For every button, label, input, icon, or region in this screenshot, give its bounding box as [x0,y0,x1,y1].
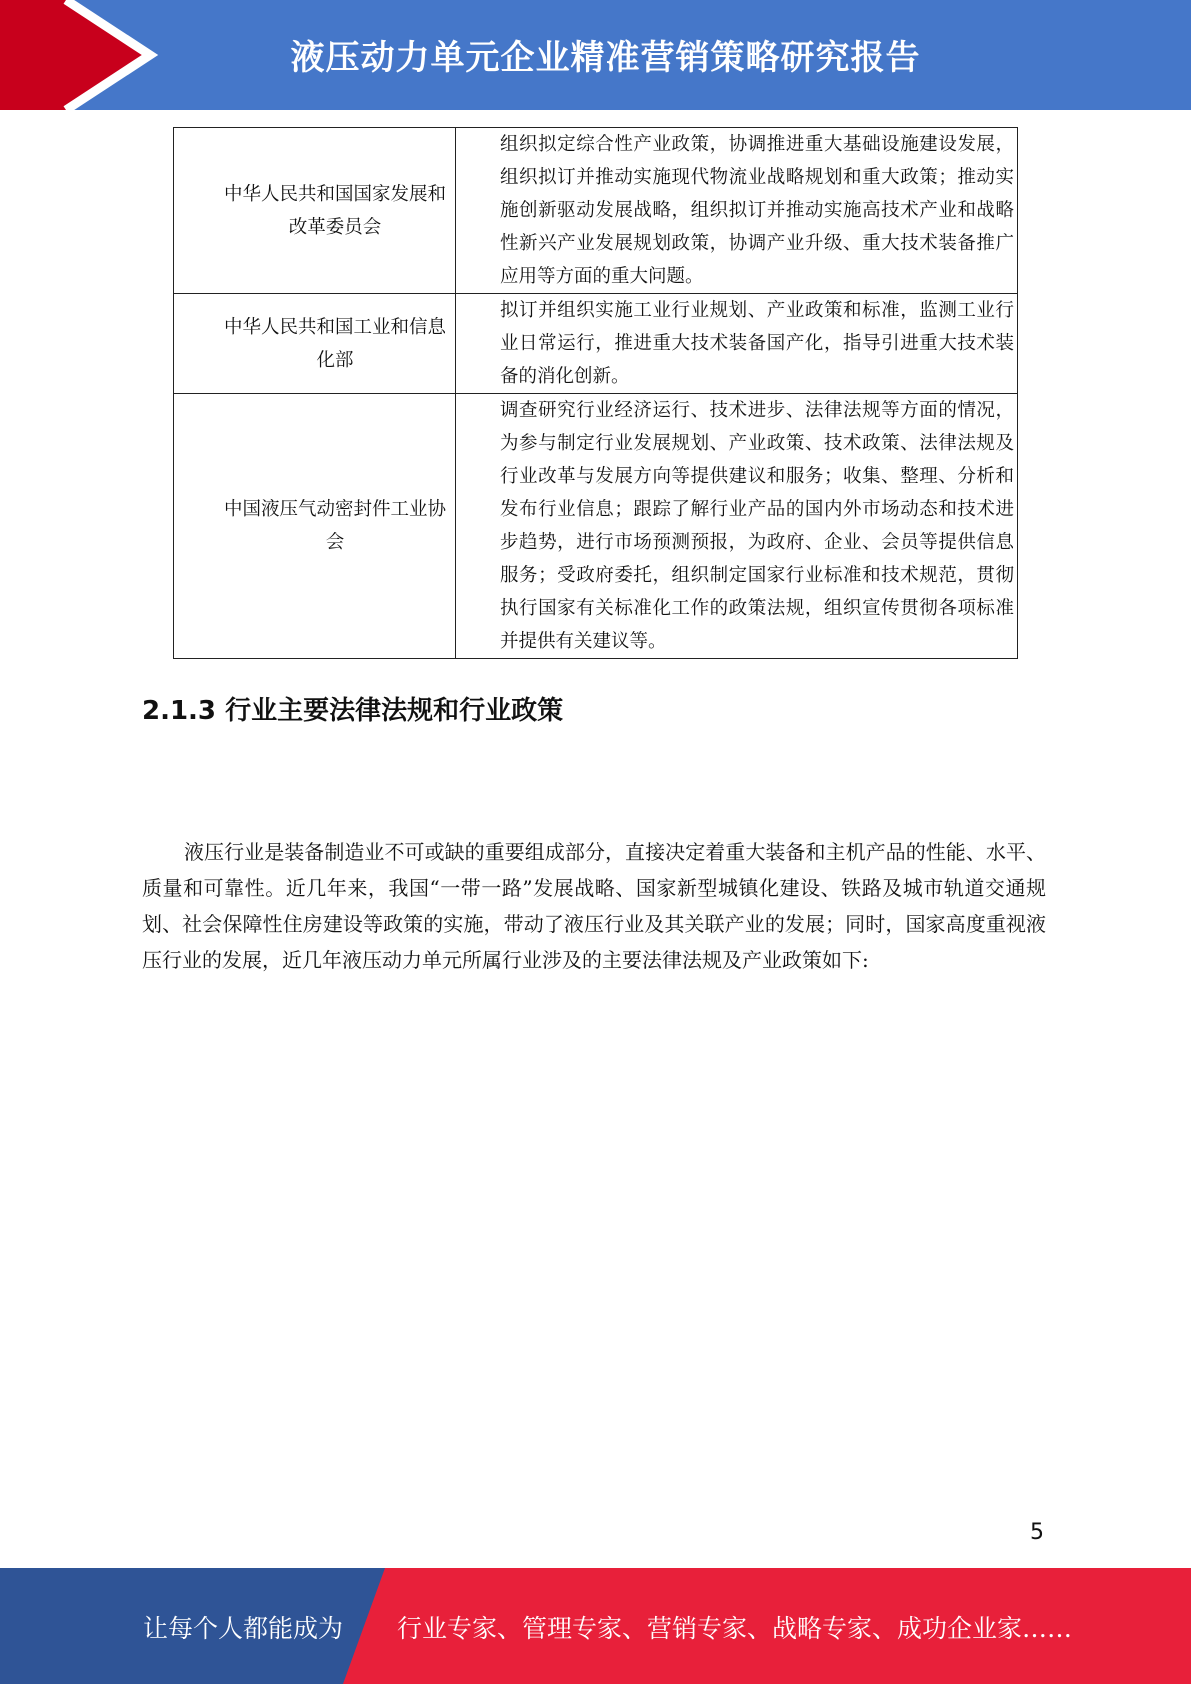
org-name-cell: 中国液压气动密封件工业协会 [174,394,456,659]
org-duty-cell: 调查研究行业经济运行、技术进步、法律法规等方面的情况，为参与制定行业发展规划、产业政策、技术政策、法律法规及行业改革与发展方向等提供建议和服务；收集、整理、分析和发布行业信息；跟踪了解行业产品的国内外市场动态和技术进步趋势，进行市场预测预报，为政府、企业、会员等提供信息服务；受政府委托，组织制定国家行业标准和技术规范，贯彻执行国家有关标准化工作的政策法规，组织宣传贯彻各项标准并提供有关建议等。 [456,394,1018,659]
table-row [174,294,1018,394]
table-row [174,128,1018,294]
section-heading: 2.1.3 行业主要法律法规和行业政策 [142,696,564,726]
org-name-cell: 中华人民共和国国家发展和改革委员会 [174,128,456,294]
page-header [0,0,1191,110]
footer-slogan-left: 让每个人都能成为 [143,1614,344,1643]
page-footer [0,1568,1191,1684]
org-name-cell: 中华人民共和国工业和信息化部 [174,294,456,394]
table-row [174,394,1018,659]
organization-table [173,127,1018,659]
footer-slogan-right: 行业专家、管理专家、营销专家、战略专家、成功企业家…… [397,1614,1073,1643]
page-number: 5 [1030,1520,1044,1545]
body-paragraph: 液压行业是装备制造业不可或缺的重要组成部分，直接决定着重大装备和主机产品的性能、水平、质量和可靠性。近几年来，我国“一带一路”发展战略、国家新型城镇化建设、铁路及城市轨道交通规划、社会保障性住房建设等政策的实施，带动了液压行业及其关联产业的发展；同时，国家高度重视液压行业的发展，近几年液压动力单元所属行业涉及的主要法律法规及产业政策如下: [142,840,1046,972]
org-duty-cell: 组织拟定综合性产业政策，协调推进重大基础设施建设发展，组织拟订并推动实施现代物流业战略规划和重大政策；推动实施创新驱动发展战略，组织拟订并推动实施高技术产业和战略性新兴产业发展规划政策，协调产业升级、重大技术装备推广应用等方面的重大问题。 [456,128,1018,294]
header-title: 液压动力单元企业精准营销策略研究报告 [290,38,921,78]
org-duty-cell: 拟订并组织实施工业行业规划、产业政策和标准，监测工业行业日常运行，推进重大技术装备国产化，指导引进重大技术装备的消化创新。 [456,294,1018,394]
